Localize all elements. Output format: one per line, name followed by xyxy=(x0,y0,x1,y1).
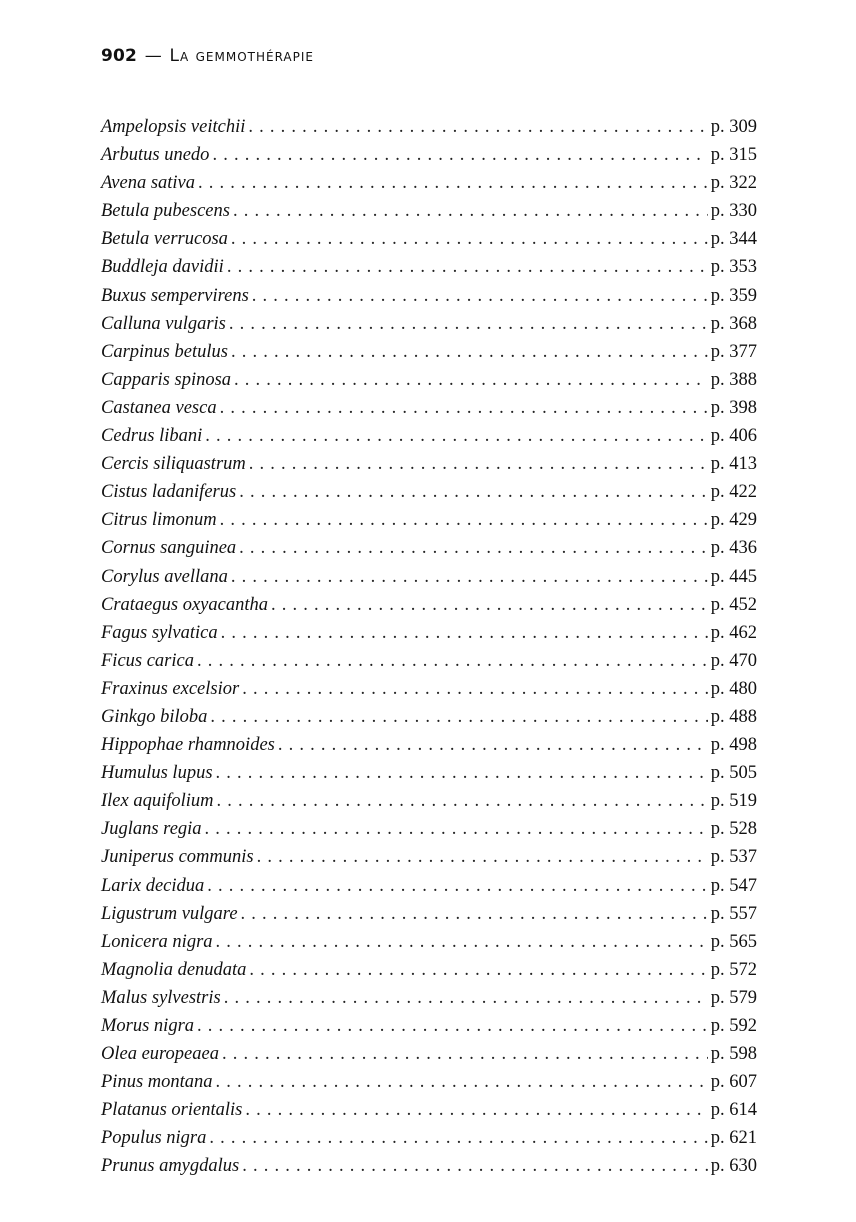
index-entry xyxy=(101,956,757,984)
page-reference: p. 488 xyxy=(710,706,757,727)
dot-leader xyxy=(241,900,708,928)
dot-leader xyxy=(210,703,707,731)
dot-leader xyxy=(231,225,708,253)
dot-leader xyxy=(231,338,708,366)
plant-name: Ilex aquifolium xyxy=(101,791,214,812)
dot-leader xyxy=(212,141,707,169)
page-reference: p. 572 xyxy=(710,959,757,980)
plant-name: Cedrus libani xyxy=(101,426,203,447)
plant-name: Betula verrucosa xyxy=(101,229,228,250)
dot-leader xyxy=(209,1124,707,1152)
dot-leader xyxy=(216,1068,708,1096)
dot-leader xyxy=(248,113,707,141)
index-entry xyxy=(101,675,757,703)
dot-leader xyxy=(245,1096,707,1124)
header-separator: — xyxy=(144,46,162,66)
index-entry xyxy=(101,253,757,281)
plant-name: Juniperus communis xyxy=(101,847,254,868)
dot-leader xyxy=(205,422,708,450)
index-entry xyxy=(101,422,757,450)
page-reference: p. 388 xyxy=(710,369,757,390)
plant-name: Ampelopsis veitchii xyxy=(101,117,246,137)
plant-name: Ligustrum vulgare xyxy=(101,903,238,924)
dot-leader xyxy=(224,984,708,1012)
page-reference: p. 315 xyxy=(710,145,757,166)
page-reference: p. 330 xyxy=(710,201,757,222)
plant-name: Magnolia denudata xyxy=(101,959,247,980)
page-reference: p. 452 xyxy=(710,594,757,615)
page-reference: p. 322 xyxy=(710,173,757,194)
page-reference: p. 377 xyxy=(710,341,757,362)
index-entry xyxy=(101,282,757,310)
dot-leader xyxy=(231,563,708,591)
dot-leader xyxy=(239,478,708,506)
dot-leader xyxy=(249,956,707,984)
index-list xyxy=(101,113,757,1181)
page-reference: p. 309 xyxy=(710,117,757,137)
plant-name: Capparis spinosa xyxy=(101,369,232,390)
dot-leader xyxy=(216,928,708,956)
index-entry xyxy=(101,703,757,731)
dot-leader xyxy=(221,619,708,647)
plant-name: Buxus sempervirens xyxy=(101,285,249,306)
page-reference: p. 422 xyxy=(710,482,757,503)
dot-leader xyxy=(239,534,708,562)
plant-name: Hippophae rhamnoides xyxy=(101,735,275,756)
plant-name: Morus nigra xyxy=(101,1016,195,1036)
plant-name: Citrus limonum xyxy=(101,510,217,531)
dot-leader xyxy=(227,253,708,281)
index-entry xyxy=(101,338,757,366)
page-reference: p. 353 xyxy=(710,257,757,278)
index-entry xyxy=(101,900,757,928)
dot-leader xyxy=(216,759,708,787)
page-reference: p. 579 xyxy=(710,987,757,1008)
book-title: La gemmothérapie xyxy=(169,46,314,66)
page-reference: p. 519 xyxy=(710,791,757,812)
page-reference: p. 359 xyxy=(710,285,757,306)
page-reference: p. 505 xyxy=(710,763,757,784)
page-reference: p. 607 xyxy=(710,1072,757,1093)
plant-name: Cercis siliquastrum xyxy=(101,454,246,475)
dot-leader xyxy=(252,282,708,310)
index-entry xyxy=(101,928,757,956)
plant-name: Castanea vesca xyxy=(101,397,217,418)
index-entry xyxy=(101,310,757,338)
plant-name: Cornus sanguinea xyxy=(101,538,237,559)
dot-leader xyxy=(249,450,708,478)
index-entry xyxy=(101,1068,757,1096)
plant-name: Cistus ladaniferus xyxy=(101,482,237,503)
dot-leader xyxy=(278,731,708,759)
page-reference: p. 462 xyxy=(710,622,757,643)
index-entry xyxy=(101,1040,757,1068)
plant-name: Prunus amygdalus xyxy=(101,1156,240,1177)
plant-name: Crataegus oxyacantha xyxy=(101,594,268,615)
page-reference: p. 537 xyxy=(710,847,757,868)
index-entry xyxy=(101,366,757,394)
page-reference: p. 528 xyxy=(710,819,757,840)
index-entry xyxy=(101,1124,757,1152)
index-entry xyxy=(101,534,757,562)
dot-leader xyxy=(222,1040,708,1068)
page-reference: p. 547 xyxy=(710,875,757,896)
dot-leader xyxy=(271,591,708,619)
dot-leader xyxy=(207,872,707,900)
page-reference: p. 557 xyxy=(710,903,757,924)
plant-name: Corylus avellana xyxy=(101,566,228,587)
dot-leader xyxy=(242,1152,708,1180)
index-entry xyxy=(101,450,757,478)
dot-leader xyxy=(229,310,708,338)
page-reference: p. 398 xyxy=(710,397,757,418)
plant-name: Carpinus betulus xyxy=(101,341,228,362)
page-reference: p. 436 xyxy=(710,538,757,559)
index-entry xyxy=(101,563,757,591)
plant-name: Avena sativa xyxy=(101,173,196,194)
plant-name: Humulus lupus xyxy=(101,763,213,784)
dot-leader xyxy=(217,787,708,815)
running-head xyxy=(101,46,314,66)
plant-name: Betula pubescens xyxy=(101,201,230,222)
index-entry xyxy=(101,197,757,225)
dot-leader xyxy=(205,815,708,843)
page-number: 902 xyxy=(101,46,138,66)
page-reference: p. 413 xyxy=(710,454,757,475)
dot-leader xyxy=(242,675,708,703)
page-reference: p. 592 xyxy=(710,1016,757,1036)
index-entry xyxy=(101,141,757,169)
page-reference: p. 630 xyxy=(710,1156,757,1177)
page-reference: p. 614 xyxy=(710,1100,757,1121)
page-reference: p. 498 xyxy=(710,735,757,756)
page-reference: p. 480 xyxy=(710,678,757,699)
plant-name: Arbutus unedo xyxy=(101,145,210,166)
plant-name: Juglans regia xyxy=(101,819,202,840)
page-reference: p. 470 xyxy=(710,650,757,671)
dot-leader xyxy=(220,506,708,534)
dot-leader xyxy=(198,169,708,197)
index-entry xyxy=(101,843,757,871)
plant-name: Lonicera nigra xyxy=(101,931,213,952)
index-entry xyxy=(101,1096,757,1124)
index-entry xyxy=(101,506,757,534)
index-entry xyxy=(101,647,757,675)
plant-name: Larix decidua xyxy=(101,875,205,896)
plant-name: Populus nigra xyxy=(101,1128,207,1149)
index-entry xyxy=(101,1152,757,1180)
plant-name: Ginkgo biloba xyxy=(101,706,208,727)
index-entry xyxy=(101,478,757,506)
index-entry xyxy=(101,984,757,1012)
plant-name: Malus sylvestris xyxy=(101,987,221,1008)
plant-name: Fraxinus excelsior xyxy=(101,678,240,699)
plant-name: Platanus orientalis xyxy=(101,1100,243,1121)
page-reference: p. 406 xyxy=(710,426,757,447)
dot-leader xyxy=(220,394,708,422)
dot-leader xyxy=(257,843,708,871)
index-entry xyxy=(101,591,757,619)
page-reference: p. 368 xyxy=(710,313,757,334)
plant-name: Buddleja davidii xyxy=(101,257,224,278)
index-entry xyxy=(101,731,757,759)
index-entry xyxy=(101,787,757,815)
plant-name: Pinus montana xyxy=(101,1072,213,1093)
plant-name: Fagus sylvatica xyxy=(101,622,218,643)
index-entry xyxy=(101,815,757,843)
page-reference: p. 429 xyxy=(710,510,757,531)
page-reference: p. 344 xyxy=(710,229,757,250)
index-entry xyxy=(101,619,757,647)
page-reference: p. 445 xyxy=(710,566,757,587)
dot-leader xyxy=(234,366,708,394)
index-entry xyxy=(101,169,757,197)
page-reference: p. 621 xyxy=(710,1128,757,1149)
dot-leader xyxy=(197,647,708,675)
index-entry xyxy=(101,1012,757,1040)
index-entry xyxy=(101,225,757,253)
index-entry xyxy=(101,759,757,787)
page-reference: p. 565 xyxy=(710,931,757,952)
page-reference: p. 598 xyxy=(710,1044,757,1065)
plant-name: Olea europeaea xyxy=(101,1044,219,1065)
index-entry xyxy=(101,872,757,900)
dot-leader xyxy=(197,1012,708,1040)
plant-name: Ficus carica xyxy=(101,650,194,671)
plant-name: Calluna vulgaris xyxy=(101,313,226,334)
index-entry xyxy=(101,113,757,141)
index-entry xyxy=(101,394,757,422)
dot-leader xyxy=(233,197,708,225)
